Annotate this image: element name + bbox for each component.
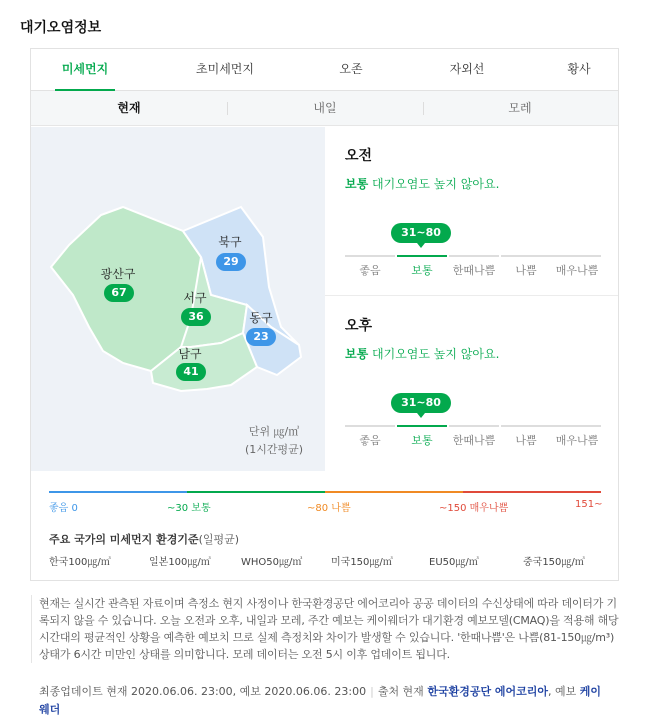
unit-period: (1시간평균) <box>245 443 304 456</box>
source-mid: , 예보 <box>548 685 577 698</box>
pm-desc: 대기오염도 높지 않아요. <box>372 347 500 361</box>
subtab-now[interactable]: 현재 <box>117 101 141 115</box>
concentration-scale <box>49 491 601 515</box>
scale-good: 좋음 0 <box>49 503 78 514</box>
region-label: 남구 <box>178 347 202 361</box>
level-label: 보통 <box>411 434 433 447</box>
unit-label: 단위 ㎍/㎥ <box>248 425 300 438</box>
level-label: 나쁨 <box>515 264 537 277</box>
update-time: 최종업데이트 현재 2020.06.06. 23:00, 예보 2020.06.06. 23:00 <box>39 685 367 698</box>
am-desc: 대기오염도 높지 않아요. <box>372 177 500 191</box>
subtab-tomorrow[interactable]: 내일 <box>313 101 337 115</box>
pm-status <box>345 345 601 362</box>
standard-item: 한국100㎍/㎥ <box>49 557 111 568</box>
level-label: 보통 <box>411 264 433 277</box>
am-range: 31~80 <box>391 223 451 243</box>
data-notice: 현재는 실시간 관측된 자료이며 측정소 현지 사정이나 한국환경공단 에어코리아 공공 데이터의 수신상태에 따라 데이터가 기록되지 않을 수 있습니다. 오늘 오전과 오후, 내일과 모레, 주간 예보는 케이웨더가 대기환경 예보모델(CMAQ)을 적용해 해당 시간대의 평균적인 상황을 예측한 예보치 므로 실제 측정치와 차이가 발생할 수 있습니다. '한때나쁨'은 나쁨(81-150㎍/m³)상태가 6시간 미만인 상태를 의미합니다. 모레 데이터는 오전 5시 이후 업데이트 됩니다. <box>31 595 619 663</box>
standard-item: 중국150㎍/㎥ <box>523 557 585 568</box>
standards-title <box>49 531 239 547</box>
subtab-day-after[interactable]: 모레 <box>508 101 532 115</box>
scale-end: 151~ <box>575 499 603 510</box>
level-seg <box>345 425 395 427</box>
tab-ozone[interactable]: 오존 <box>339 62 363 76</box>
region-label: 동구 <box>249 311 273 325</box>
forecast-pm <box>345 315 601 475</box>
source-kweather-link[interactable]: 케이웨더 <box>39 685 602 716</box>
scale-bad: ~80 나쁨 <box>307 503 351 514</box>
pollutant-tabs <box>31 49 618 91</box>
region-value[interactable]: 23 <box>246 328 276 346</box>
forecast-am <box>345 145 601 305</box>
standard-item: 미국150㎍/㎥ <box>331 557 393 568</box>
level-seg <box>449 255 499 257</box>
scale-normal-line <box>187 491 325 493</box>
am-label: 오전 <box>345 148 373 164</box>
region-label: 북구 <box>218 235 242 249</box>
level-seg <box>449 425 499 427</box>
level-label: 매우나쁨 <box>555 434 599 447</box>
level-seg <box>551 425 601 427</box>
region-value[interactable]: 36 <box>181 308 211 326</box>
standard-item: WHO50㎍/㎥ <box>241 557 303 568</box>
pm-range: 31~80 <box>391 393 451 413</box>
tab-ultrafine-dust[interactable]: 초미세먼지 <box>196 62 254 76</box>
region-value[interactable]: 67 <box>104 284 134 302</box>
footer-separator: | <box>370 685 374 698</box>
tab-fine-dust[interactable]: 미세먼지 <box>55 49 115 91</box>
source-label: 출처 현재 <box>377 685 424 698</box>
level-label: 매우나쁨 <box>555 264 599 277</box>
pm-level-bar <box>345 425 601 447</box>
scale-good-line <box>49 491 187 493</box>
am-grade: 보통 <box>345 177 369 191</box>
tab-uv[interactable]: 자외선 <box>449 62 485 76</box>
am-level-bar <box>345 255 601 277</box>
day-tabs <box>31 91 618 126</box>
region-value[interactable]: 41 <box>176 363 206 381</box>
source-airkorea-link[interactable]: 한국환경공단 에어코리아 <box>427 685 549 698</box>
level-seg <box>397 425 447 427</box>
level-label: 좋음 <box>359 434 381 447</box>
region-label: 광산구 <box>100 267 136 281</box>
level-label: 나쁨 <box>515 434 537 447</box>
scale-very-bad-line <box>463 491 601 493</box>
air-quality-card <box>30 48 619 581</box>
level-seg <box>551 255 601 257</box>
standard-item: EU50㎍/㎥ <box>429 557 479 568</box>
region-value[interactable]: 29 <box>216 253 246 271</box>
page-title: 대기오염정보 <box>20 20 102 36</box>
scale-bad-line <box>325 491 463 493</box>
level-label: 한때나쁨 <box>452 264 496 277</box>
level-seg <box>397 255 447 257</box>
pm-grade: 보통 <box>345 347 369 361</box>
pm-label: 오후 <box>345 318 373 334</box>
region-label: 서구 <box>183 291 207 305</box>
unit-note <box>245 423 303 459</box>
standard-item: 일본100㎍/㎥ <box>149 557 211 568</box>
level-seg <box>501 255 551 257</box>
scale-very-bad: ~150 매우나쁨 <box>439 503 509 514</box>
footer <box>39 683 609 719</box>
tab-yellow-dust[interactable]: 황사 <box>567 62 591 76</box>
level-label: 좋음 <box>359 264 381 277</box>
district-map <box>31 127 325 471</box>
level-seg <box>501 425 551 427</box>
panel-divider <box>325 295 618 296</box>
level-seg <box>345 255 395 257</box>
standards-title-text: 주요 국가의 미세먼지 환경기준 <box>49 533 199 546</box>
level-label: 한때나쁨 <box>452 434 496 447</box>
scale-normal: ~30 보통 <box>167 503 211 514</box>
standards-title-suffix: (일평균) <box>198 533 240 546</box>
am-status <box>345 175 601 192</box>
